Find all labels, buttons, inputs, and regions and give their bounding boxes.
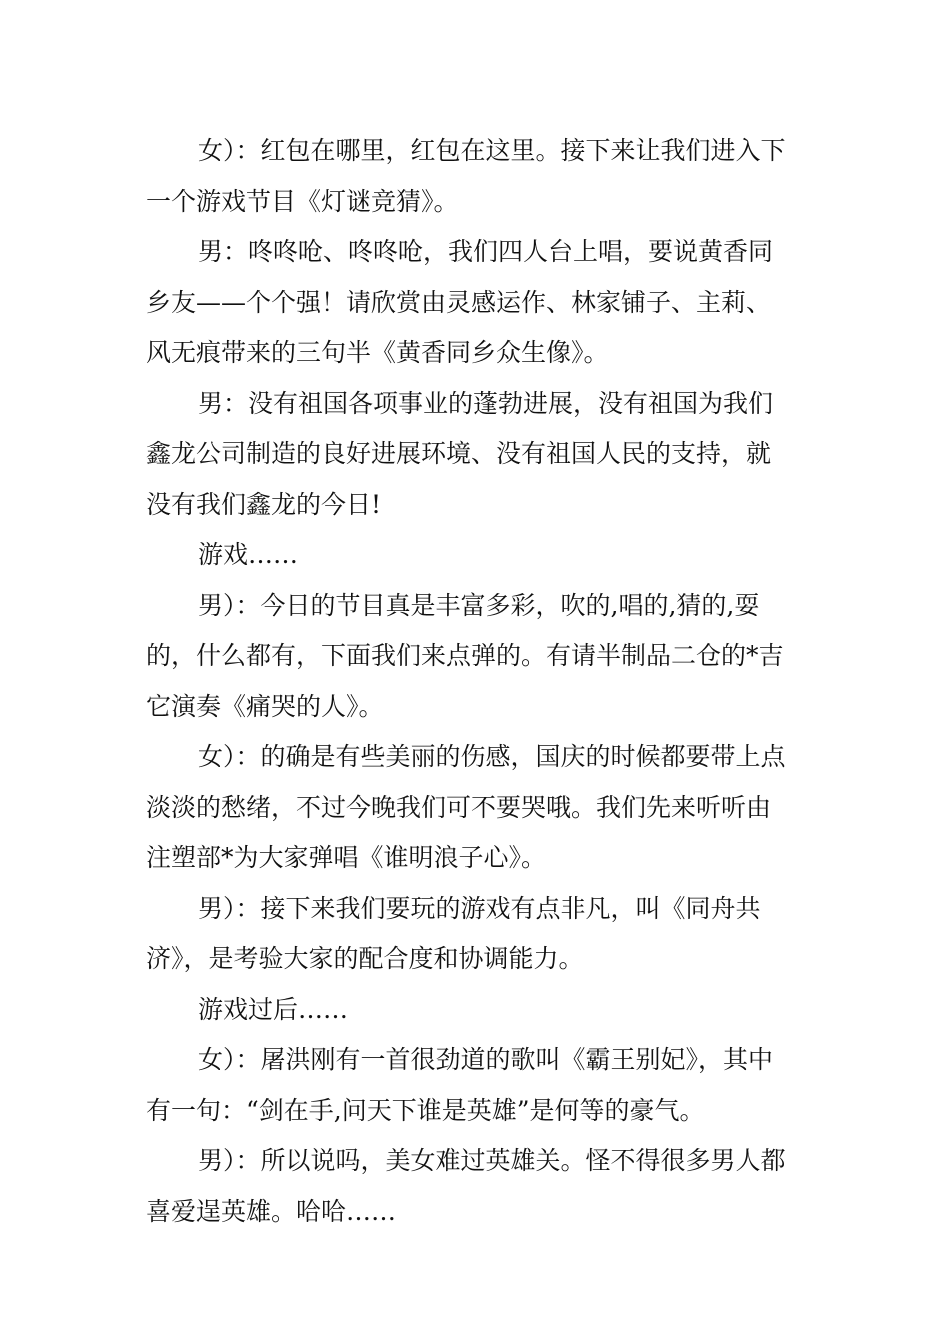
text-line: 女）：屠洪刚有一首很劲道的歌叫《霸王别妃》，其中 (198, 1045, 774, 1074)
text-line: 风无痕带来的三句半《黄香同乡众生像》。 (146, 338, 609, 367)
text-line: 男）：今日的节目真是丰富多彩，吹的,唱的,猜的,耍 (198, 590, 760, 620)
text-line: 游戏过后…… (198, 994, 349, 1024)
text-line: 的，什么都有，下面我们来点弹的。有请半制品二仓的*吉 (146, 641, 784, 670)
text-line: 女）：的确是有些美丽的伤感，国庆的时候都要带上点 (198, 742, 786, 771)
paragraph (146, 126, 808, 227)
text-line: 有一句：“剑在手,问天下谁是英雄”是何等的豪气。 (146, 1095, 705, 1125)
paragraph (146, 1136, 808, 1237)
text-line: 游戏…… (198, 540, 299, 569)
paragraph (146, 379, 808, 531)
text-line: 一个游戏节目《灯谜竞猜》。 (146, 186, 459, 216)
paragraph (146, 732, 808, 884)
paragraph (146, 884, 808, 985)
text-line: 男）：所以说吗，美女难过英雄关。怪不得很多男人都 (198, 1146, 786, 1175)
paragraph (146, 985, 808, 1036)
paragraph (146, 530, 808, 581)
paragraph (146, 227, 808, 379)
text-line: 它演奏《痛哭的人》。 (146, 691, 384, 721)
text-line: 喜爱逞英雄。哈哈…… (146, 1196, 397, 1226)
text-line: 淡淡的愁绪，不过今晚我们可不要哭哦。我们先来听听由 (146, 792, 772, 822)
paragraph (146, 581, 808, 733)
text-line: 没有我们鑫龙的今日! (146, 489, 382, 519)
text-line: 乡友——个个强！请欣赏由灵感运作、林家铺子、主莉、 (146, 287, 772, 317)
text-line: 男）：接下来我们要玩的游戏有点非凡，叫《同舟共 (198, 893, 761, 923)
document-body (146, 126, 808, 1237)
text-line: 济》，是考验大家的配合度和协调能力。 (146, 944, 584, 973)
text-line: 注塑部*为大家弹唱《谁明浪子心》。 (146, 843, 547, 872)
paragraph (146, 1035, 808, 1136)
text-line: 男：没有祖国各项事业的蓬勃进展，没有祖国为我们 (198, 388, 774, 418)
text-line: 鑫龙公司制造的良好进展环境、没有祖国人民的支持，就 (146, 439, 772, 468)
text-line: 男：咚咚呛、咚咚呛，我们四人台上唱，要说黄香同 (198, 237, 774, 266)
text-line: 女）：红包在哪里，红包在这里。接下来让我们进入下 (198, 136, 786, 165)
